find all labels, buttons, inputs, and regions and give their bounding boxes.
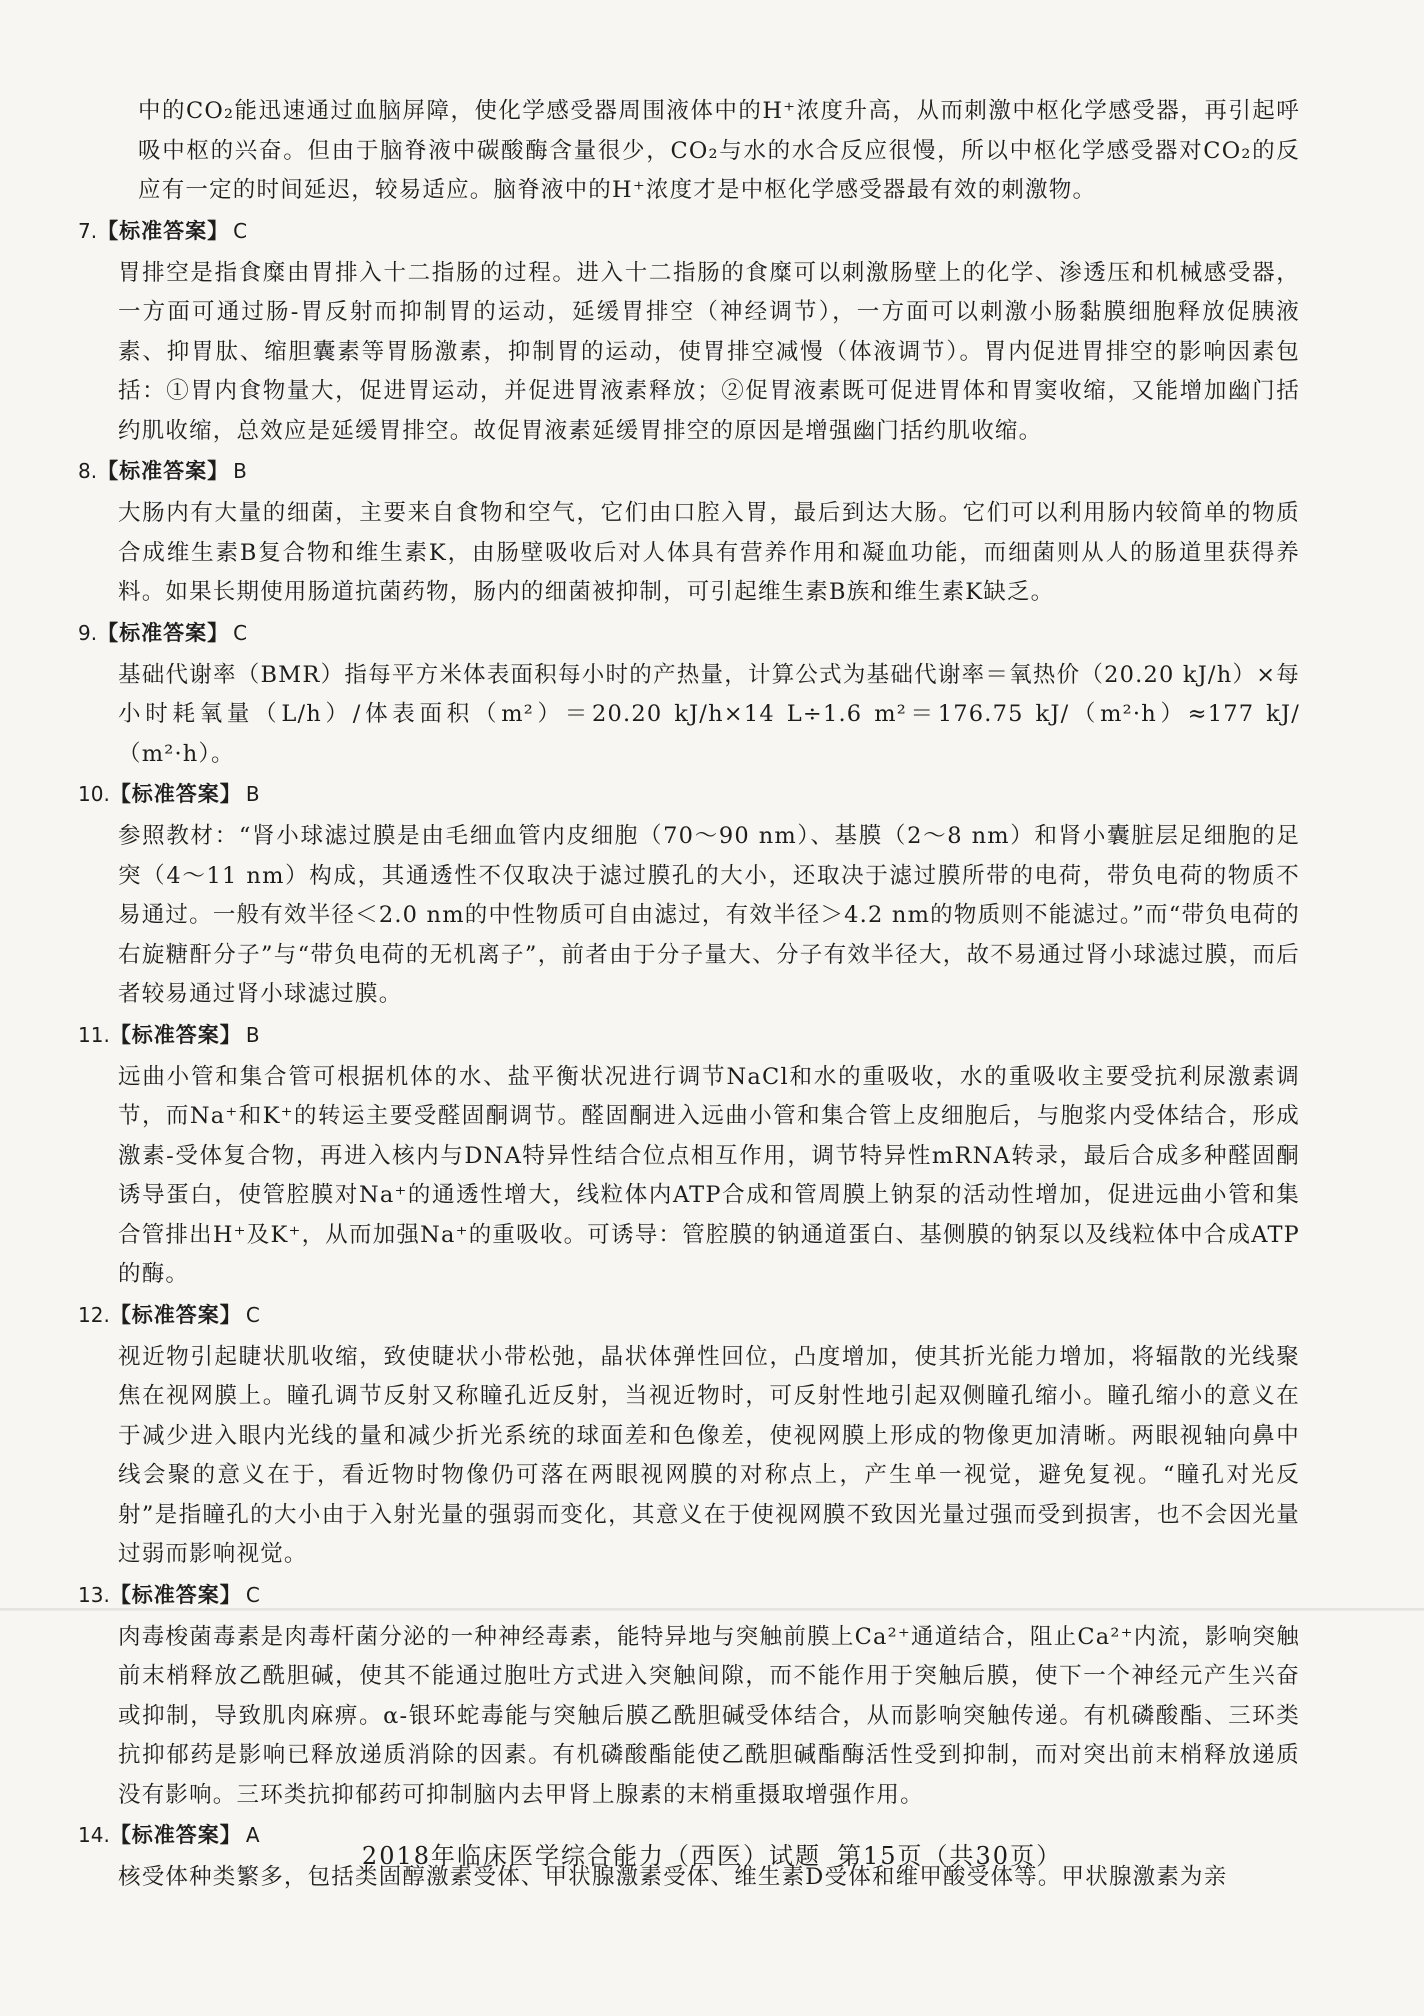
answer-letter: C	[233, 620, 248, 645]
explanation-text: 胃排空是指食糜由胃排入十二指肠的过程。进入十二指肠的食糜可以刺激肠壁上的化学、渗透压和机械感受器，一方面可通过肠-胃反射而抑制胃的运动，延缓胃排空（神经调节），一方面可以刺激小肠黏膜细胞释放促胰液素、抑胃肽、缩胆囊素等胃肠激素，抑制胃的运动，使胃排空减慢（体液调节）。胃内促进胃排空的影响因素包括：①胃内食物量大，促进胃运动，并促进胃液素释放；②促胃液素既可促进胃体和胃窦收缩，又能增加幽门括约肌收缩，总效应是延缓胃排空。故促胃液素延缓胃排空的原因是增强幽门括约肌收缩。	[118, 259, 1300, 444]
page-footer	[0, 1836, 1424, 1871]
answer-item-8	[78, 453, 1300, 613]
answer-letter: B	[245, 782, 260, 806]
answer-tag: 【标准答案】	[109, 782, 242, 806]
answer-tag: 【标准答案】	[97, 620, 230, 645]
page-number: 第15页（共30页）	[837, 1842, 1063, 1870]
question-header	[78, 615, 1300, 652]
answer-item-12	[78, 1297, 1300, 1575]
answer-letter: B	[233, 459, 247, 483]
answer-letter: A	[245, 1823, 260, 1847]
answer-letter: C	[245, 1582, 260, 1607]
explanation-text: 基础代谢率（BMR）指每平方米体表面积每小时的产热量，计算公式为基础代谢率＝氧热价（20.20 kJ/h）×每小时耗氧量（L/h）/体表面积（m²）＝20.20 kJ/h×14 L÷1.6 m²＝176.75 kJ/（m²·h）≈177 kJ/（m²·h）。	[118, 661, 1300, 767]
answer-tag: 【标准答案】	[109, 1302, 242, 1327]
answer-content	[78, 92, 1300, 1898]
answer-tag: 【标准答案】	[109, 1022, 242, 1047]
exam-title: 2018年临床医学综合能力（西医）试题	[361, 1842, 821, 1870]
explanation-text: 大肠内有大量的细菌，主要来自食物和空气，它们由口腔入胃，最后到达大肠。它们可以利用肠内较简单的物质合成维生素B复合物和维生素K，由肠壁吸收后对人体具有营养作用和凝血功能，而细菌则从人的肠道里获得养料。如果长期使用肠道抗菌药物，肠内的细菌被抑制，可引起维生素B族和维生素K缺乏。	[118, 500, 1300, 605]
answer-letter: C	[245, 1302, 260, 1327]
page-fold-line	[0, 1608, 1424, 1611]
answer-tag: 【标准答案】	[109, 1823, 242, 1847]
explanation-text: 参照教材：“肾小球滤过膜是由毛细血管内皮细胞（70～90 nm）、基膜（2～8 nm）和肾小囊脏层足细胞的足突（4～11 nm）构成，其通透性不仅取决于滤过膜孔的大小，还取决于滤过膜所带的电荷，带负电荷的物质不易通过。一般有效半径＜2.0 nm的中性物质可自由滤过，有效半径＞4.2 nm的物质则不能滤过。”而“带负电荷的右旋糖酐分子”与“带负电荷的无机离子”，前者由于分子量大、分子有效半径大，故不易通过肾小球滤过膜，而后者较易通过肾小球滤过膜。	[118, 823, 1300, 1007]
question-header	[78, 453, 1300, 490]
question-header	[78, 1017, 1300, 1054]
answer-item-7	[78, 213, 1300, 452]
question-number: 14.	[78, 1823, 110, 1847]
question-number: 7.	[78, 218, 98, 243]
question-number: 9.	[78, 620, 98, 645]
answer-item-10	[78, 776, 1300, 1015]
explanation-text: 肉毒梭菌毒素是肉毒杆菌分泌的一种神经毒素，能特异地与突触前膜上Ca²⁺通道结合，阻止Ca²⁺内流，影响突触前末梢释放乙酰胆碱，使其不能通过胞吐方式进入突触间隙，而不能作用于突触后膜，使下一个神经元产生兴奋或抑制，导致肌肉麻痹。α-银环蛇毒能与突触后膜乙酰胆碱受体结合，从而影响突触传递。有机磷酸酯、三环类抗抑郁药是影响已释放递质消除的因素。有机磷酸酯能使乙酰胆碱酯酶活性受到抑制，而对突出前末梢释放递质没有影响。三环类抗抑郁药可抑制脑内去甲肾上腺素的末梢重摄取增强作用。	[118, 1623, 1300, 1808]
answer-letter: C	[233, 218, 248, 243]
explanation-text: 核受体种类繁多，包括类固醇激素受体、甲状腺激素受体、维生素D受体和维甲酸受体等。甲状腺激素为亲	[118, 1864, 1228, 1890]
answer-tag: 【标准答案】	[109, 1582, 242, 1607]
explanation-text: 远曲小管和集合管可根据机体的水、盐平衡状况进行调节NaCl和水的重吸收，水的重吸收主要受抗利尿激素调节，而Na⁺和K⁺的转运主要受醛固酮调节。醛固酮进入远曲小管和集合管上皮细胞后，与胞浆内受体结合，形成激素-受体复合物，再进入核内与DNA特异性结合位点相互作用，调节特异性mRNA转录，最后合成多种醛固酮诱导蛋白，使管腔膜对Na⁺的通透性增大，线粒体内ATP合成和管周膜上钠泵的活动性增加，促进远曲小管和集合管排出H⁺及K⁺，从而加强Na⁺的重吸收。可诱导：管腔膜的钠通道蛋白、基侧膜的钠泵以及线粒体中合成ATP的酶。	[118, 1063, 1300, 1287]
question-number: 10.	[78, 782, 110, 806]
answer-tag: 【标准答案】	[97, 459, 230, 483]
question-header	[78, 1297, 1300, 1334]
answer-item-13	[78, 1577, 1300, 1816]
answer-item-9	[78, 615, 1300, 775]
question-header	[78, 776, 1300, 813]
question-header	[78, 213, 1300, 250]
question-number: 11.	[78, 1022, 110, 1047]
answer-letter: B	[245, 1022, 260, 1047]
question-number: 13.	[78, 1582, 110, 1607]
question-number: 8.	[78, 459, 98, 483]
answer-tag: 【标准答案】	[97, 218, 230, 243]
answer-item-11	[78, 1017, 1300, 1295]
continuation-paragraph: 中的CO₂能迅速通过血脑屏障，使化学感受器周围液体中的H⁺浓度升高，从而刺激中枢化学感受器，再引起呼吸中枢的兴奋。但由于脑脊液中碳酸酶含量很少，CO₂与水的水合反应很慢，所以中枢化学感受器对CO₂的反应有一定的时间延迟，较易适应。脑脊液中的H⁺浓度才是中枢化学感受器最有效的刺激物。	[138, 98, 1300, 203]
explanation-text: 视近物引起睫状肌收缩，致使睫状小带松弛，晶状体弹性回位，凸度增加，使其折光能力增加，将辐散的光线聚焦在视网膜上。瞳孔调节反射又称瞳孔近反射，当视近物时，可反射性地引起双侧瞳孔缩小。瞳孔缩小的意义在于减少进入眼内光线的量和减少折光系统的球面差和色像差，使视网膜上形成的物像更加清晰。两眼视轴向鼻中线会聚的意义在于，看近物时物像仍可落在两眼视网膜的对称点上，产生单一视觉，避免复视。“瞳孔对光反射”是指瞳孔的大小由于入射光量的强弱而变化，其意义在于使视网膜不致因光量过强而受到损害，也不会因光量过弱而影响视觉。	[118, 1343, 1300, 1567]
question-number: 12.	[78, 1302, 110, 1327]
